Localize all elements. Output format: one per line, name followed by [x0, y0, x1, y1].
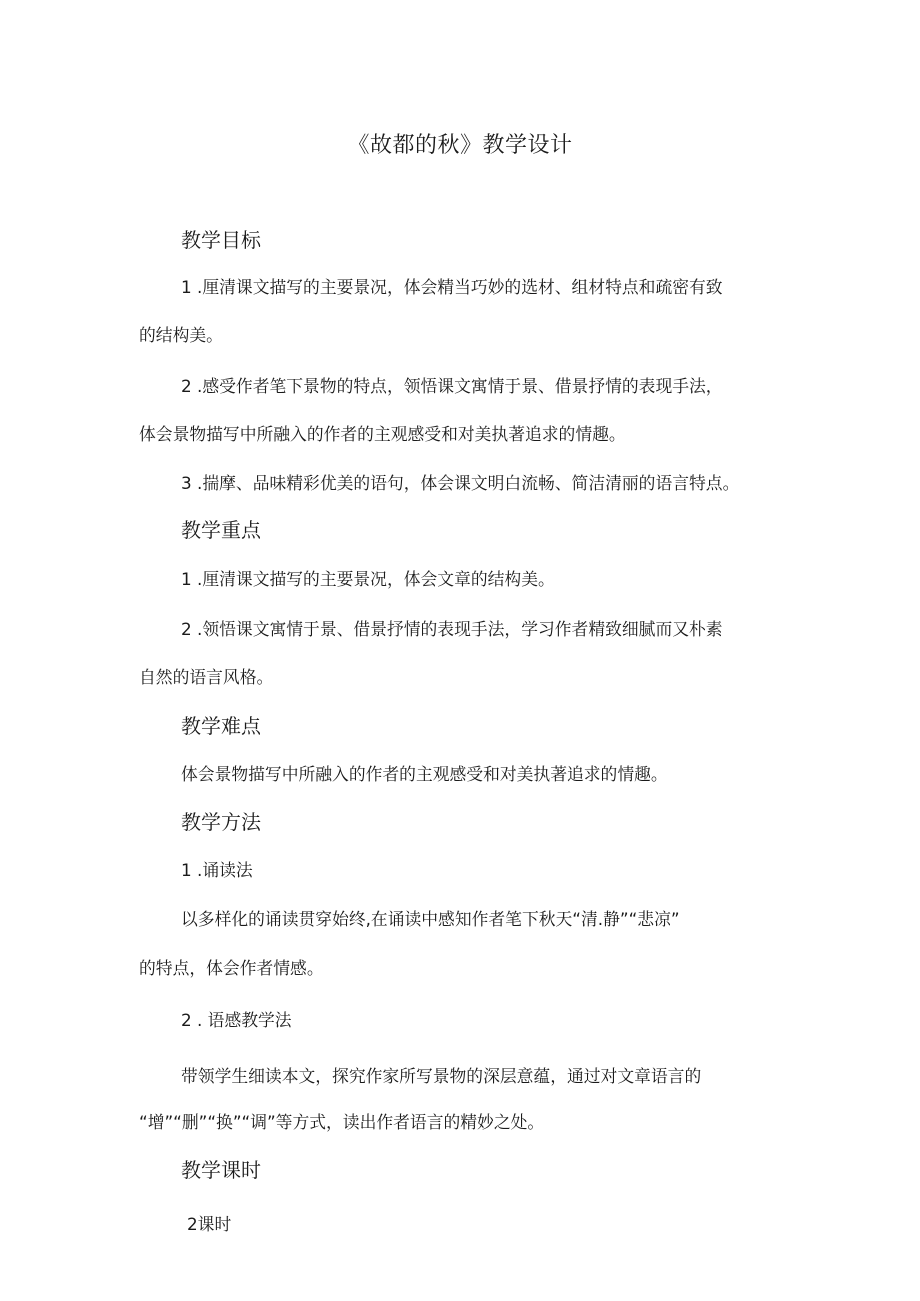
- methods-item2-line1: 带领学生细读本文，探究作家所写景物的深层意蕴，通过对文章语言的: [181, 1066, 702, 1086]
- goals-item1-line2: 的结构美。: [139, 325, 223, 345]
- section-heading-difficulties: 教学难点: [181, 714, 261, 738]
- section-heading-key-points: 教学重点: [181, 518, 261, 542]
- difficulties-text: 体会景物描写中所融入的作者的主观感受和对美执著追求的情趣。: [181, 764, 668, 784]
- key-points-item1-line1: 1 .厘清课文描写的主要景况，体会文章的结构美。: [181, 569, 555, 589]
- methods-item1-line2: 的特点，体会作者情感。: [139, 958, 324, 978]
- goals-item3-line1: 3 .揣摩、品味精彩优美的语句，体会课文明白流畅、简洁清丽的语言特点。: [181, 473, 740, 493]
- goals-item2-line2: 体会景物描写中所融入的作者的主观感受和对美执著追求的情趣。: [139, 424, 626, 444]
- periods-text: 2课时: [187, 1214, 232, 1234]
- methods-item2-title: 2 . 语感教学法: [181, 1010, 292, 1030]
- key-points-item2-line2: 自然的语言风格。: [139, 667, 274, 687]
- key-points-item2-line1: 2 .领悟课文寓情于景、借景抒情的表现手法，学习作者精致细腻而又朴素: [181, 619, 723, 639]
- methods-item1-title: 1 .诵读法: [181, 860, 253, 880]
- goals-item1-line1: 1 .厘清课文描写的主要景况，体会精当巧妙的选材、组材特点和疏密有致: [181, 277, 723, 297]
- methods-item2-line2: “增”“删”“换”“调”等方式，读出作者语言的精妙之处。: [139, 1112, 545, 1132]
- goals-item2-line1: 2 .感受作者笔下景物的特点，领悟课文寓情于景、借景抒情的表现手法，: [181, 376, 723, 396]
- document-title: 《故都的秋》教学设计: [347, 133, 573, 158]
- section-heading-goals: 教学目标: [181, 228, 261, 252]
- section-heading-methods: 教学方法: [181, 810, 261, 834]
- section-heading-periods: 教学课时: [181, 1158, 261, 1182]
- methods-item1-line1: 以多样化的诵读贯穿始终,在诵读中感知作者笔下秋天“清.静”“悲凉”: [181, 909, 680, 929]
